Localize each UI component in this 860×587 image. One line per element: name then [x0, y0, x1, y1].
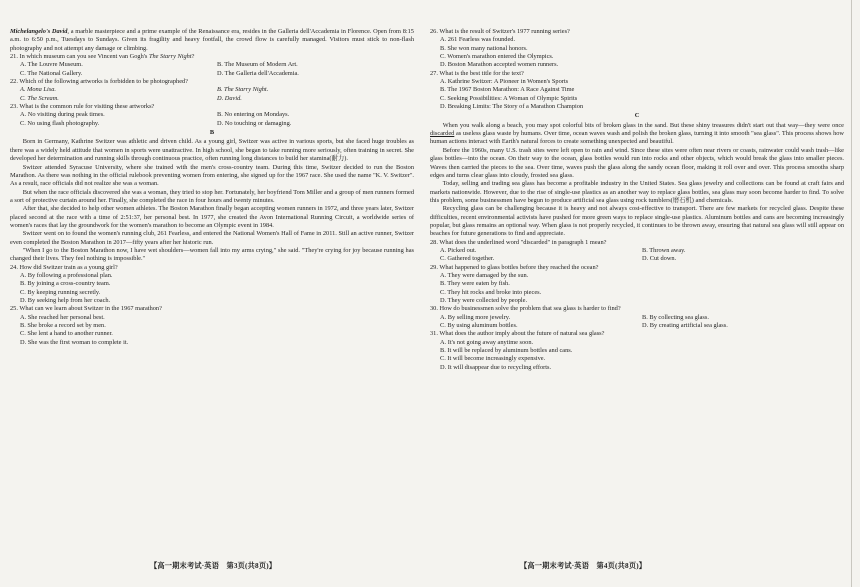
option-29-d: D. They were collected by people.	[440, 297, 528, 304]
page-footer-left: 【高一期末考试·英语 第3页(共8页)】	[150, 562, 277, 570]
page-footer-right: 【高一期末考试·英语 第4页(共8页)】	[520, 562, 647, 570]
question-29: 29. What happened to glass bottles before they reached the ocean? A. They were damaged by the sun. B. They were eaten by fish. C. They hit rocks and broke into pieces. D. They were collected by people.	[430, 264, 844, 306]
question-27: 27. What is the best title for the text? A. Kathrine Switzer: A Pioneer in Women's Sports B. The 1967 Boston Marathon: A Race Against Time C. Seeking Possibilities: A Woman of Olympic Spirits D. Breaking Limits: The Story of a Marathon Champion	[430, 70, 844, 112]
question-30: 30. How do businessmen solve the problem that sea glass is harder to find? A. By selling more jewelry. B. By collecting sea glass. C. By using aluminum bottles. D. By creating artificial sea glass.	[430, 305, 844, 330]
passage-a-text: , a marble masterpiece and a prime example of the Renaissance era, resides in the Galleria dell'Accademia in Florence. Open from 8:15 a.m. to 6:50 p.m., Tuesdays to Sundays. Given its fragility and heavy footfall, the crowd flow is carefully managed. Visitors must stick to non-flash photography and not attempt any damage or climbing.	[10, 28, 414, 52]
question-22: 22. Which of the following artworks is forbidden to be photographed? A. Mona Lisa. B. The Starry Night. C. The Scream. D. David.	[10, 78, 414, 103]
passage-b-paragraph: Switzer went on to found the women's running club, 261 Fearless, and entered the National Women's Hall of Fame in 2011. Still an active runner, Switzer even completed the Boston Marathon in 2017—fifty years after her historic run.	[10, 230, 414, 246]
option-29-b: B. They were eaten by fish.	[440, 280, 510, 288]
passage-c-paragraph: Recycling glass can be challenging because it is heavy and not always cost-effective to transport. There are few markets for recycled glass. Despite these difficulties, recent environmental activists have pushed for more green ways to replace single-use plastics. Aluminum bottles and cans are becoming increasingly popular, but glass remains an optional way. When glass is not properly recycled, it continues to be thrown away, ensuring that natural sea glass will still appear on beaches for future generations to find and appreciate.	[430, 205, 844, 238]
option-30-b: B. By collecting sea glass.	[642, 313, 709, 321]
question-24: 24. How did Switzer train as a young girl? A. By following a professional plan. B. By joining a cross-country team. C. By keeping running secretly. D. By seeking help from her coach.	[10, 264, 414, 306]
option-23-c: C. No using flash photography.	[20, 119, 100, 127]
option-26-d: D. Boston Marathon accepted women runners.	[440, 61, 559, 69]
option-26-b: B. She won many national honors.	[440, 44, 528, 52]
option-28-b: B. Thrown away.	[642, 246, 686, 254]
passage-b-paragraph: Switzer attended Syracuse University, where she trained with the men's cross-country team. During this time, Switzer decided to run the Boston Marathon. As there was nothing in the official rulebook preventing women from entering, she signed up for the 1967 race. She used the name "K. V. Switzer". As a result, race officials did not realize she was a woman.	[10, 163, 414, 188]
option-28-c: C. Gathered together.	[440, 255, 495, 263]
option-27-d: D. Breaking Limits: The Story of a Marathon Champion	[440, 103, 584, 111]
question-31: 31. What does the author imply about the future of natural sea glass? A. It's not going away anytime soon. B. It will be replaced by aluminum bottles and cans. C. It will become increasingly expensive. D. It will disappear due to recycling efforts.	[430, 330, 844, 372]
underlined-word: discarded	[430, 130, 455, 138]
question-23: 23. What is the common rule for visiting these artworks? A. No visiting during peak times. B. No entering on Mondays. C. No using flash photography. D. No touching or damaging.	[10, 103, 414, 128]
option-23-a: A. No visiting during peak times.	[20, 111, 105, 119]
option-30-c: C. By using aluminum bottles.	[440, 322, 518, 330]
option-24-c: C. By keeping running secretly.	[20, 288, 101, 296]
option-31-a: A. It's not going away anytime soon.	[440, 338, 534, 346]
section-c-heading: C	[634, 112, 640, 120]
option-27-a: A. Kathrine Switzer: A Pioneer in Women's Sports	[440, 78, 569, 86]
passage-b-paragraph: After that, she decided to help other women athletes. The Boston Marathon finally began accepting women runners in 1972, and three years later, Switzer placed second at the race with a time of 2:51:37, her personal best. In 1977, she created the Avon International Running Circuit, a worldwide series of women's races that lay the groundwork for the women's marathon to become an Olympic event in 1984.	[10, 205, 414, 229]
option-31-c: C. It will become increasingly expensive.	[440, 355, 546, 363]
option-24-a: A. By following a professional plan.	[20, 271, 113, 279]
option-31-d: D. It will disappear due to recycling efforts.	[440, 363, 552, 371]
option-25-b: B. She broke a record set by men.	[20, 322, 106, 330]
option-29-c: C. They hit rocks and broke into pieces.	[440, 288, 542, 296]
option-25-c: C. She lent a hand to another runner.	[20, 330, 113, 338]
binding-edge-line	[851, 0, 852, 587]
left-column	[10, 28, 414, 347]
question-21: 21. In which museum can you see Vincent van Gogh's The Starry Night? A. The Louvre Museum. B. The Museum of Modern Art. C. The National Gallery. D. The Galleria dell'Accademia.	[10, 53, 414, 78]
option-28-d: D. Cut down.	[642, 255, 677, 263]
option-30-a: A. By selling more jewelry.	[440, 313, 511, 321]
option-25-d: D. She was the first woman to complete it.	[20, 338, 129, 346]
option-21-a: A. The Louvre Museum.	[20, 61, 83, 69]
passage-c-paragraph: Before the 1960s, many U.S. trash sites were left open to rain and wind. Since these sites were often near rivers or coasts, rainwater could wash trash—like glass bottles—into the ocean. On their way to the ocean, glass bottles would run into rocks and other objects, which would break the glass into smaller pieces. Waves then carried the pieces to the sea. Over time, waves push the glass along the sandy ocean floor, making it roll over and over. This process smooths sharp edges and turns clear glass into cloudy, frosted sea glass.	[430, 146, 844, 179]
question-25: 25. What can we learn about Switzer in the 1967 marathon? A. She reached her personal best. B. She broke a record set by men. C. She lent a hand to another runner. D. She was the first woman to complete it.	[10, 305, 414, 347]
option-31-b: B. It will be replaced by aluminum bottles and cans.	[440, 347, 573, 355]
option-24-d: D. By seeking help from her coach.	[20, 297, 111, 304]
option-28-a: A. Picked out.	[440, 246, 477, 254]
passage-b-paragraph: But when the race officials discovered she was a woman, they tried to stop her. Fortunately, her boyfriend Tom Miller and a group of men runners formed a sort of protective curtain around her. Finally, she completed the race in four hours and twenty minutes.	[10, 188, 414, 204]
option-25-a: A. She reached her personal best.	[20, 313, 105, 321]
passage-c-paragraph: Today, selling and trading sea glass has become a profitable industry in the United States. Sea glass jewelry and collections can be found at craft fairs and markets nationwide. However, due to the rise of single-use plastics as an another way to replace glass bottles, sea glass may soon become harder to find. To solve this problem, some businessmen have begun to produce artificial sea glass using rock tumblers(磨石机) and chemicals.	[430, 180, 844, 204]
option-24-b: B. By joining a cross-country team.	[20, 280, 111, 288]
option-21-b: B. The Museum of Modern Art.	[217, 61, 298, 69]
passage-a-title: Michelangelo's David	[10, 28, 68, 35]
section-b-heading: B	[209, 129, 215, 137]
option-30-d: D. By creating artificial sea glass.	[642, 322, 728, 330]
option-22-a: A. Mona Lisa.	[20, 86, 56, 94]
passage-b-paragraph: "When I go to the Boston Marathon now, I have wet shoulders—women fall into my arms crying," she said. "They're crying for joy because running has changed their lives. They feel nothing is impossible."	[10, 246, 414, 263]
option-29-a: A. They were damaged by the sun.	[440, 271, 529, 279]
option-22-b: B. The Starry Night.	[217, 86, 269, 94]
option-23-d: D. No touching or damaging.	[217, 119, 292, 127]
option-21-c: C. The National Gallery.	[20, 69, 83, 77]
option-27-b: B. The 1967 Boston Marathon: A Race Against Time	[440, 86, 575, 94]
option-21-d: D. The Galleria dell'Accademia.	[217, 69, 299, 77]
passage-a-intro	[10, 28, 414, 53]
option-27-c: C. Seeking Possibilities: A Woman of Olympic Spirits	[440, 94, 578, 102]
passage-b-paragraph: Born in Germany, Kathrine Switzer was athletic and driven child. As a young girl, Switzer was active in various sports, but she faced huge troubles as there was a widely held attitude that women in sports were unattractive. In high school, she began to take running more seriously, often training in secret. She developed her determination and running skills through continuous practice, often running long distances to build her stamina(耐力).	[10, 138, 414, 163]
option-22-c: C. The Scream.	[20, 94, 59, 102]
option-26-a: A. 261 Fearless was founded.	[440, 36, 516, 44]
option-23-b: B. No entering on Mondays.	[217, 111, 290, 119]
right-column	[430, 28, 844, 372]
passage-c-paragraph-1: When you walk along a beach, you may spot colorful bits of broken glass in the sand. But these shiny treasures didn't start out that way—they were once discarded as useless glass waste by humans. Over time, ocean waves wash and polish the broken glass, turning it into smooth "sea glass". This process shows how human actions interact with Earth's natural forces to create something unexpected and beautiful.	[430, 121, 844, 146]
question-26: 26. What is the result of Switzer's 1977 running series? A. 261 Fearless was founded. B. She won many national honors. C. Women's marathon entered the Olympics. D. Boston Marathon accepted women runners.	[430, 28, 844, 70]
question-28: 28. What does the underlined word "discarded" in paragraph 1 mean? A. Picked out. B. Thrown away. C. Gathered together. D. Cut down.	[430, 239, 844, 264]
option-26-c: C. Women's marathon entered the Olympics.	[440, 53, 554, 61]
option-22-d: D. David.	[217, 94, 242, 102]
